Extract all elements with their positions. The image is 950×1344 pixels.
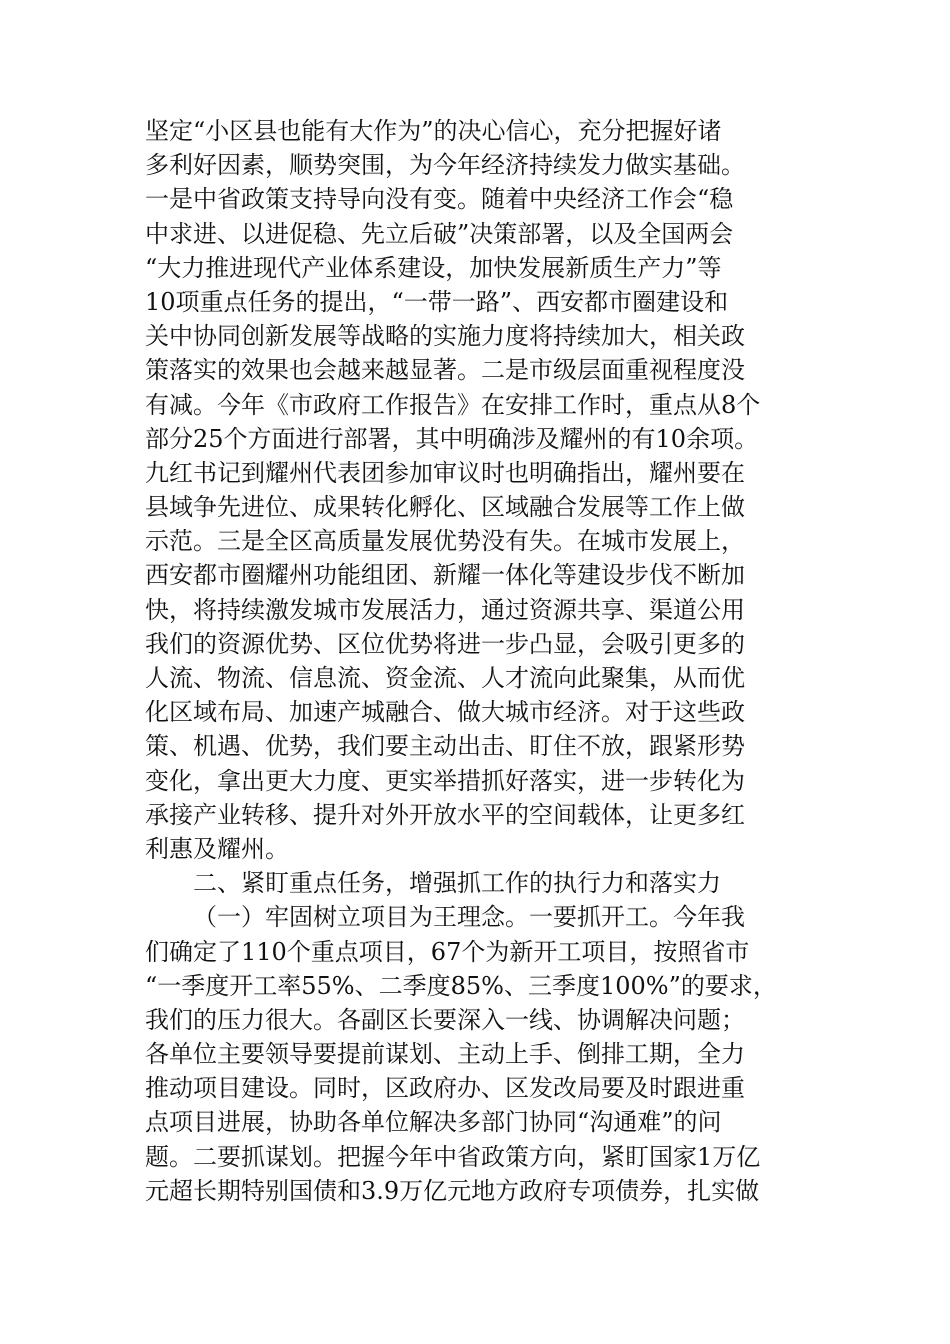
- text-line: 利惠及耀州。: [145, 834, 289, 863]
- text-line: 元超长期特别国债和3.9万亿元地方政府专项债券，扎实做: [145, 1176, 760, 1205]
- text-line: 推动项目建设。同时，区政府办、区发改局要及时跟进重: [145, 1074, 745, 1103]
- text-line: 中求进、以进促稳、先立后破”决策部署，以及全国两会: [145, 219, 734, 248]
- text-line: 策落实的效果也会越来越显著。二是市级层面重视程度没: [145, 356, 745, 385]
- text-line: 人流、物流、信息流、资金流、人才流向此聚集，从而优: [145, 664, 745, 692]
- text-line: 一是中省政策支持导向没有变。随着中央经济工作会“稳: [145, 185, 734, 214]
- text-line: 各单位主要领导要提前谋划、主动上手、倒排工期，全力: [145, 1040, 745, 1069]
- text-line: 关中协同创新发展等战略的实施力度将持续加大，相关政: [145, 322, 745, 351]
- text-line: 我们的资源优势、区位优势将进一步凸显，会吸引更多的: [145, 629, 745, 658]
- text-line: 多利好因素，顺势突围，为今年经济持续发力做实基础。: [145, 151, 745, 180]
- text-line: 部分25个方面进行部署，其中明确涉及耀州的有10余项。: [145, 424, 759, 453]
- text-line: 示范。三是全区高质量发展优势没有失。在城市发展上，: [145, 527, 745, 556]
- text-line: 我们的压力很大。各副区长要深入一线、协调解决问题；: [145, 1005, 745, 1034]
- text-line: 题。二要抓谋划。把握今年中省政策方向，紧盯国家1万亿: [145, 1142, 761, 1171]
- text-line: 快，将持续激发城市发展活力，通过资源共享、渠道公用: [145, 595, 745, 624]
- text-line: “一季度开工率55%、二季度85%、三季度100%”的要求，: [145, 971, 777, 1000]
- section-heading: 二、紧盯重点任务，增强抓工作的执行力和落实力: [193, 869, 721, 898]
- text-line: 们确定了110个重点项目，67个为新开工项目，按照省市: [145, 937, 750, 966]
- text-line: 县域争先进位、成果转化孵化、区域融合发展等工作上做: [145, 493, 745, 522]
- text-line: 10项重点任务的提出，“一带一路”、西安都市圈建设和: [145, 287, 729, 316]
- text-line: 策、机遇、优势，我们要主动出击、盯住不放，跟紧形势: [145, 732, 745, 761]
- text-line: 化区域布局、加速产城融合、做大城市经济。对于这些政: [145, 698, 745, 727]
- text-line: “大力推进现代产业体系建设，加快发展新质生产力”等: [145, 253, 722, 282]
- text-line: 西安都市圈耀州功能组团、新耀一体化等建设步伐不断加: [145, 561, 745, 590]
- text-line: 点项目进展，协助各单位解决多部门协同“沟通难”的问: [145, 1108, 722, 1137]
- text-line: 变化，拿出更大力度、更实举措抓好落实，进一步转化为: [145, 766, 745, 795]
- text-line: 坚定“小区县也能有大作为”的决心信心，充分把握好诸: [145, 117, 722, 145]
- text-line: 九红书记到耀州代表团参加审议时也明确指出，耀州要在: [145, 458, 745, 487]
- text-line: 承接产业转移、提升对外开放水平的空间载体，让更多红: [145, 800, 745, 829]
- text-line: 有减。今年《市政府工作报告》在安排工作时，重点从8个: [145, 390, 761, 419]
- text-line: （一）牢固树立项目为王理念。一要抓开工。今年我: [193, 903, 745, 932]
- body-text: [145, 114, 845, 1208]
